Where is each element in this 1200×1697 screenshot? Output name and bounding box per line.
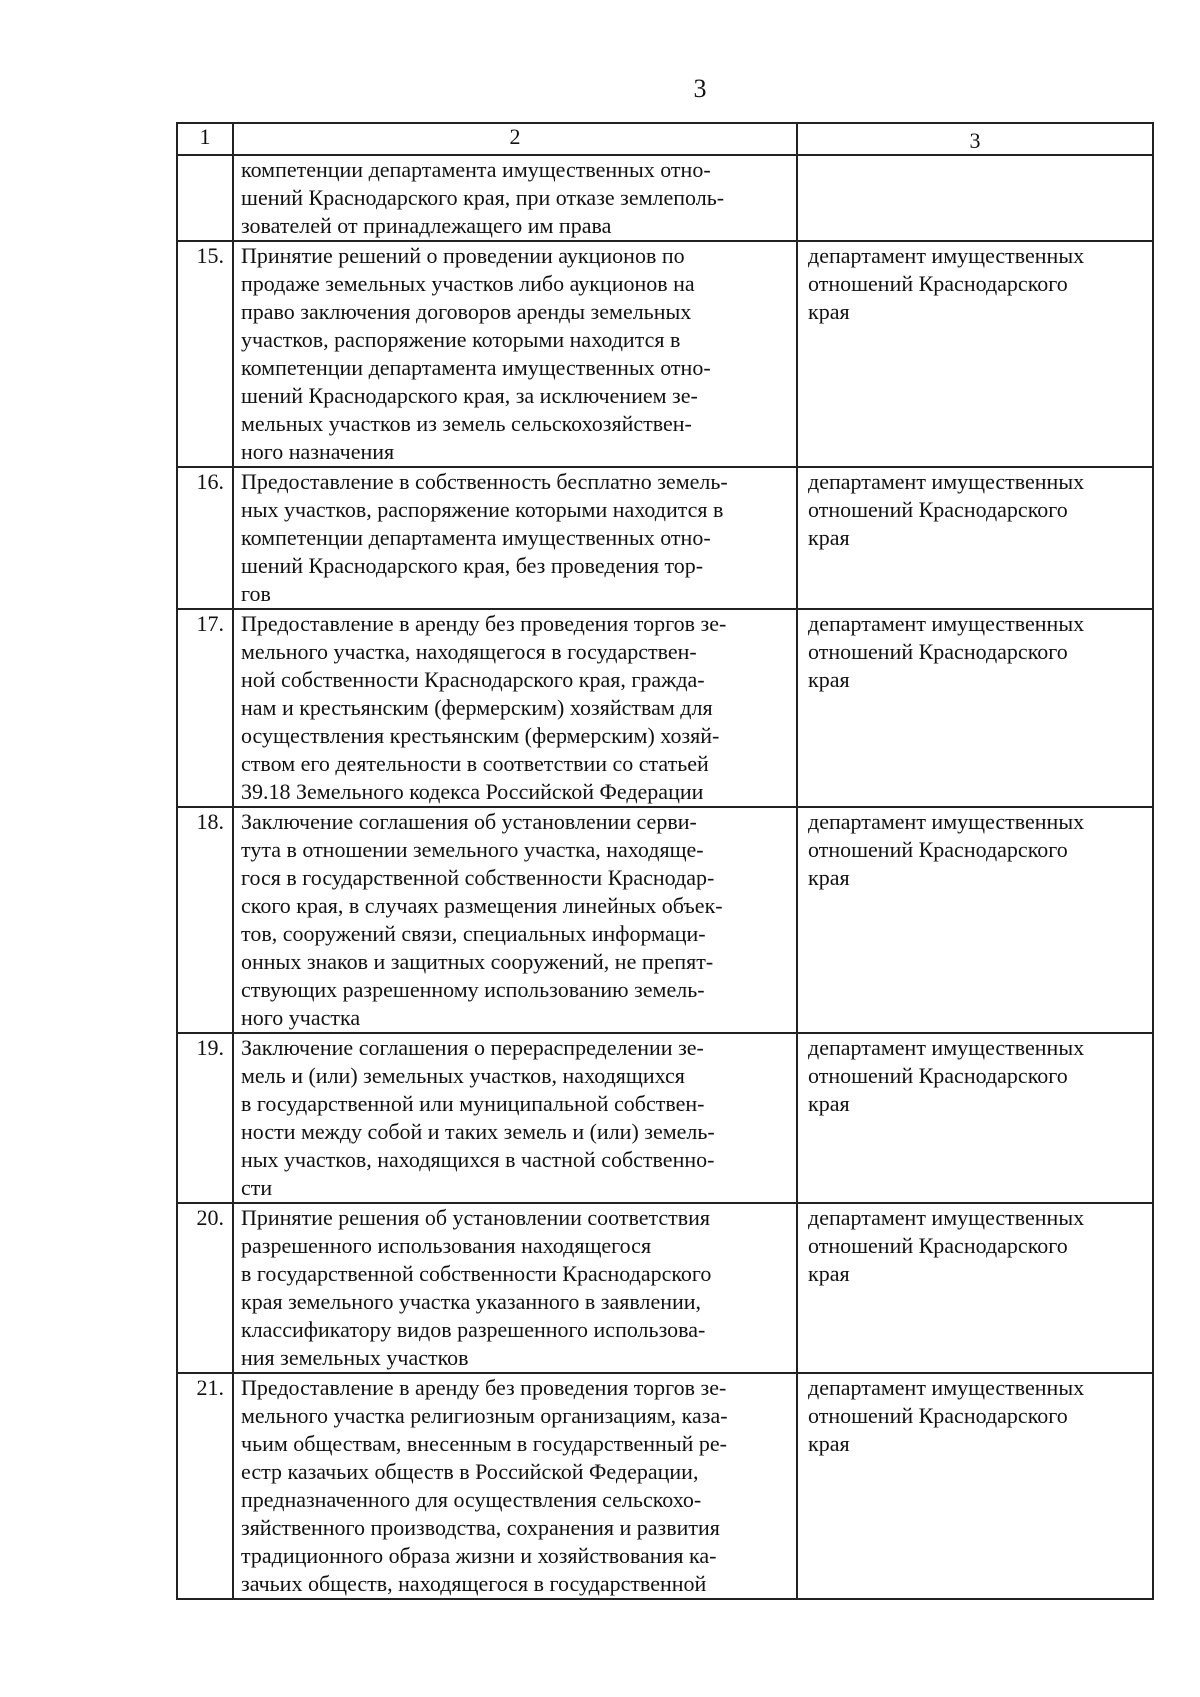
row-text: Принятие решений о проведении аукционов по продаже земельных участков либо аукционов на право заключения договоров аренды земельных участков, распоряжение которыми находится в компетенции департамента имущественных отно- шений Краснодарского края, за исключением зе- мельных участков из земель сельскохозяйствен- ного назначения [233, 241, 797, 467]
column-header-text: 2 [233, 123, 797, 155]
page-number-text: 3 [693, 74, 707, 103]
table-header-row [177, 123, 1153, 155]
table-row [177, 1373, 1153, 1599]
assignments-table [176, 122, 1154, 1600]
table-row [177, 609, 1153, 807]
table-row [177, 807, 1153, 1033]
row-responsible [797, 155, 1153, 241]
row-text: Заключение соглашения об установлении серви- тута в отношении земельного участка, находяще- гося в государственной собственности Краснодар- ского края, в случаях размещения линейных объек- тов, сооружений связи, специальных информаци- онных знаков и защитных сооружений, не препят- ствующих разрешенному использованию земель- ного участка [233, 807, 797, 1033]
row-responsible: департамент имущественных отношений Краснодарского края [797, 807, 1153, 1033]
row-number: 17. [177, 609, 233, 807]
row-number [177, 155, 233, 241]
row-responsible: департамент имущественных отношений Краснодарского края [797, 1373, 1153, 1599]
row-responsible: департамент имущественных отношений Краснодарского края [797, 1203, 1153, 1373]
row-text: Предоставление в собственность бесплатно земель- ных участков, распоряжение которыми находится в компетенции департамента имущественных отно- шений Краснодарского края, без проведения тор- гов [233, 467, 797, 609]
row-responsible: департамент имущественных отношений Краснодарского края [797, 609, 1153, 807]
row-text: Принятие решения об установлении соответствия разрешенного использования находящегося в государственной собственности Краснодарского края земельного участка указанного в заявлении, классификатору видов разрешенного использова- ния земельных участков [233, 1203, 797, 1373]
column-header-responsible: 3 [797, 123, 1153, 155]
row-number: 19. [177, 1033, 233, 1203]
column-header-number: 1 [177, 123, 233, 155]
row-text: Заключение соглашения о перераспределении зе- мель и (или) земельных участков, находящихся в государственной или муниципальной собствен- ности между собой и таких земель и (или) земель- ных участков, находящихся в частной собственно- сти [233, 1033, 797, 1203]
row-number: 16. [177, 467, 233, 609]
row-text: Предоставление в аренду без проведения торгов зе- мельного участка религиозным организациям, каза- чьим обществам, внесенным в государственный ре- естр казачьих обществ в Российской Федерации, предназначенного для осуществления сельскохо- зяйственного производства, сохранения и развития традиционного образа жизни и хозяйствования ка- зачьих обществ, находящегося в государственной [233, 1373, 797, 1599]
row-responsible: департамент имущественных отношений Краснодарского края [797, 241, 1153, 467]
row-number: 15. [177, 241, 233, 467]
row-number: 20. [177, 1203, 233, 1373]
table-row-continuation [177, 155, 1153, 241]
table-row [177, 1033, 1153, 1203]
row-responsible: департамент имущественных отношений Краснодарского края [797, 1033, 1153, 1203]
row-responsible: департамент имущественных отношений Краснодарского края [797, 467, 1153, 609]
row-number: 18. [177, 807, 233, 1033]
table-row [177, 467, 1153, 609]
row-text: Предоставление в аренду без проведения торгов зе- мельного участка, находящегося в государствен- ной собственности Краснодарского края, гражда- нам и крестьянским (фермерским) хозяйствам для осуществления крестьянским (фермерским) хозяй- ством его деятельности в соответствии со статьей 39.18 Земельного кодекса Российской Федерации [233, 609, 797, 807]
table-row [177, 1203, 1153, 1373]
row-text: компетенции департамента имущественных отно- шений Краснодарского края, при отказе землеполь- зователей от принадлежащего им права [233, 155, 797, 241]
row-number: 21. [177, 1373, 233, 1599]
table-row [177, 241, 1153, 467]
page-number [0, 74, 1200, 104]
